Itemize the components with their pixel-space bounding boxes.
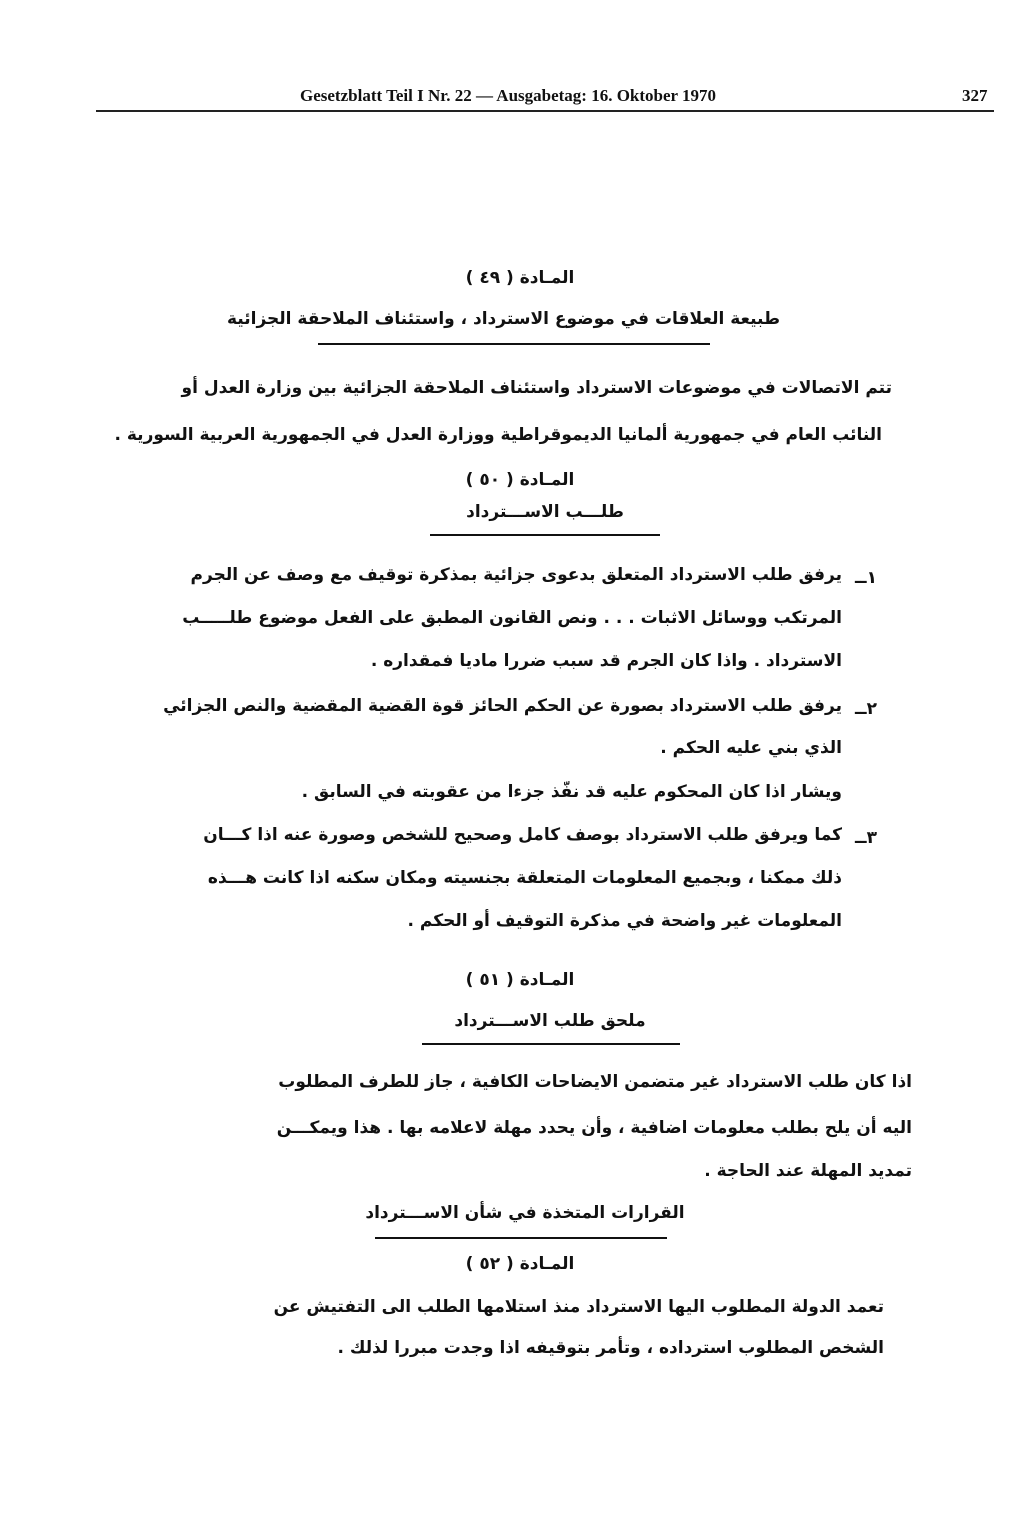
paragraph-line: المعلومات غير واضحة في مذكرة التوقيف أو الحكم .: [407, 911, 842, 931]
header-title: Gesetzblatt Teil I Nr. 22 — Ausgabetag: 16. Oktober 1970: [300, 86, 717, 105]
paragraph-line: الذي بني عليه الحكم .: [660, 738, 842, 758]
title-underline: [375, 1237, 667, 1239]
header-rule: [96, 110, 994, 112]
paragraph-line: الاسترداد . واذا كان الجرم قد سبب ضررا ماديا فمقداره .: [370, 651, 842, 671]
item-number: ٢ــ: [855, 699, 878, 719]
article-50-title: طلـــب الاســـترداد: [466, 502, 624, 522]
article-52-heading: المـادة ( ٥٢ ): [465, 1254, 575, 1274]
decisions-title: القرارات المتخذة في شأن الاســـترداد: [365, 1203, 685, 1223]
paragraph-line: اذا كان طلب الاسترداد غير متضمن الايضاحات الكافية ، جاز للطرف المطلوب: [278, 1072, 912, 1092]
paragraph-line: يرفق طلب الاسترداد المتعلق بدعوى جزائية بمذكرة توقيف مع وصف عن الجرم: [190, 565, 842, 585]
item-number: ٣ــ: [855, 828, 878, 848]
article-51-heading: المـادة ( ٥١ ): [465, 970, 575, 990]
paragraph-line: تمديد المهلة عند الحاجة .: [704, 1161, 912, 1181]
paragraph-line: الشخص المطلوب استرداده ، وتأمر بتوقيفه اذا وجدت مبررا لذلك .: [337, 1338, 884, 1358]
paragraph-line: تتم الاتصالات في موضوعات الاسترداد واستئناف الملاحقة الجزائية بين وزارة العدل أو: [181, 378, 892, 398]
title-underline: [430, 534, 660, 536]
article-51-title: ملحق طلب الاســـترداد: [454, 1011, 646, 1031]
item-number: ١ــ: [855, 568, 878, 588]
title-underline: [318, 343, 710, 345]
article-49-title: طبيعة العلاقات في موضوع الاسترداد ، واستئناف الملاحقة الجزائية: [227, 309, 780, 329]
paragraph-line: كما ويرفق طلب الاسترداد بوصف كامل وصحيح للشخص وصورة عنه اذا كـــان: [203, 825, 842, 845]
paragraph-line: ويشار اذا كان المحكوم عليه قد نفّذ جزءا من عقوبته في السابق .: [301, 782, 842, 802]
title-underline: [422, 1043, 680, 1045]
paragraph-line: ذلك ممكنا ، وبجميع المعلومات المتعلقة بجنسيته ومكان سكنه اذا كانت هـــذه: [207, 868, 842, 888]
paragraph-line: النائب العام في جمهورية ألمانيا الديموقراطية ووزارة العدل في الجمهورية العربية السورية .: [114, 425, 882, 445]
page-number: 327: [962, 86, 988, 105]
article-49-heading: المـادة ( ٤٩ ): [465, 268, 575, 288]
article-50-heading: المـادة ( ٥٠ ): [465, 470, 575, 490]
paragraph-line: تعمد الدولة المطلوب اليها الاسترداد منذ استلامها الطلب الى التفتيش عن: [273, 1297, 884, 1317]
paragraph-line: يرفق طلب الاسترداد بصورة عن الحكم الحائز قوة القضية المقضية والنص الجزائي: [163, 696, 842, 716]
paragraph-line: اليه أن يلح بطلب معلومات اضافية ، وأن يحدد مهلة لاعلامه بها . هذا ويمكـــن: [276, 1118, 912, 1138]
paragraph-line: المرتكب ووسائل الاثبات . . . ونص القانون المطبق على الفعل موضوع طلـــــب: [182, 608, 842, 628]
